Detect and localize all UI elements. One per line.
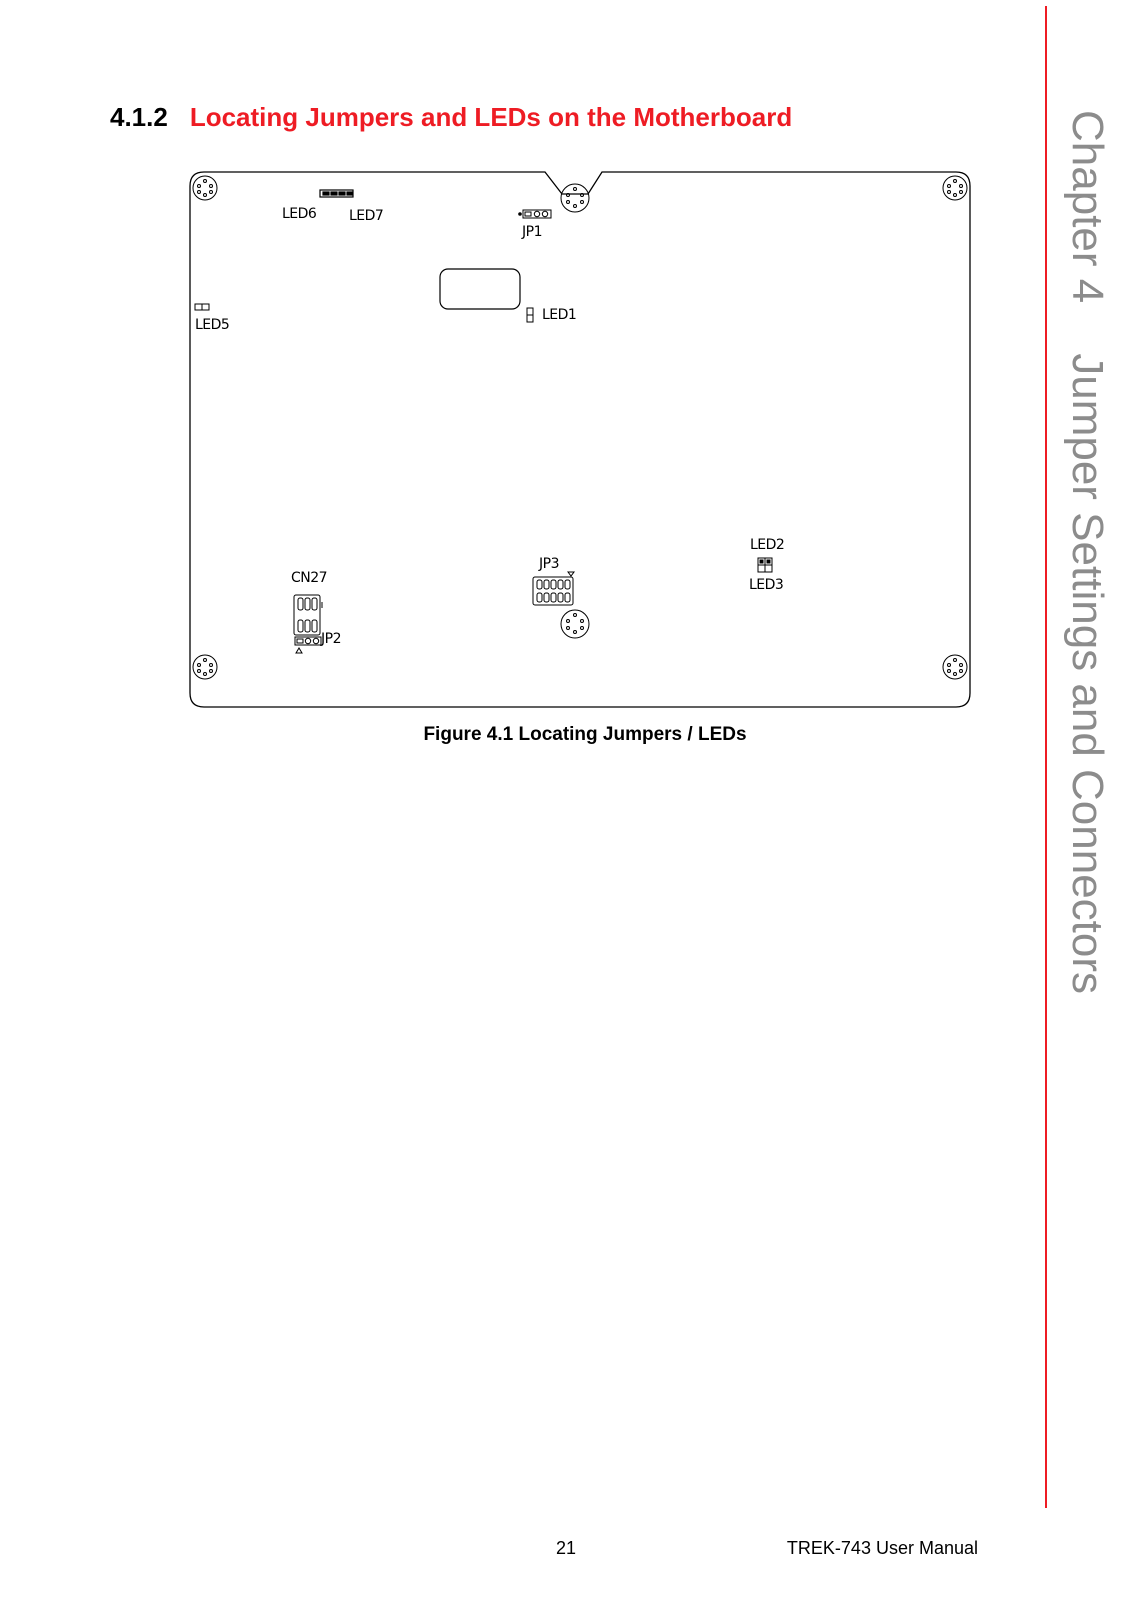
jp1-component <box>519 210 551 218</box>
chapter-side-tab <box>1062 110 1112 994</box>
label-led1: LED1 <box>542 307 577 323</box>
section-title: Locating Jumpers and LEDs on the Motherboard <box>189 102 793 132</box>
led5-component <box>195 304 209 310</box>
label-led5: LED5 <box>195 317 230 333</box>
mounting-hole <box>193 176 217 200</box>
led2-led3-component <box>758 558 772 572</box>
label-cn27: CN27 <box>291 570 328 586</box>
page-number: 21 <box>556 1538 577 1558</box>
label-led6: LED6 <box>282 206 317 222</box>
section-number: 4.1.2 <box>110 102 168 132</box>
chapter-label: Chapter 4 <box>1063 110 1112 304</box>
led6-led7-component <box>320 190 353 197</box>
motherboard-figure <box>190 172 970 707</box>
label-led3: LED3 <box>749 577 784 593</box>
label-jp1: JP1 <box>522 224 542 240</box>
label-jp2: JP2 <box>321 631 341 647</box>
label-jp3: JP3 <box>539 556 559 572</box>
chapter-title: Jumper Settings and Connectors <box>1063 353 1112 995</box>
side-divider <box>1045 6 1047 1508</box>
board-outline <box>190 172 970 707</box>
central-component <box>440 269 520 309</box>
led1-component <box>527 308 533 322</box>
mounting-hole <box>193 655 217 679</box>
jp3-component <box>533 572 574 605</box>
mounting-hole <box>943 655 967 679</box>
section-heading <box>110 102 792 133</box>
mounting-hole <box>561 184 589 212</box>
mounting-hole <box>943 176 967 200</box>
mounting-hole <box>561 610 589 638</box>
jp2-component <box>295 637 321 653</box>
cn27-component <box>294 595 322 635</box>
label-led7: LED7 <box>349 208 384 224</box>
label-led2: LED2 <box>750 537 785 553</box>
manual-name: TREK-743 User Manual <box>786 1538 978 1558</box>
figure-caption: Figure 4.1 Locating Jumpers / LEDs <box>423 724 747 745</box>
motherboard-outline-drawing <box>190 172 970 707</box>
